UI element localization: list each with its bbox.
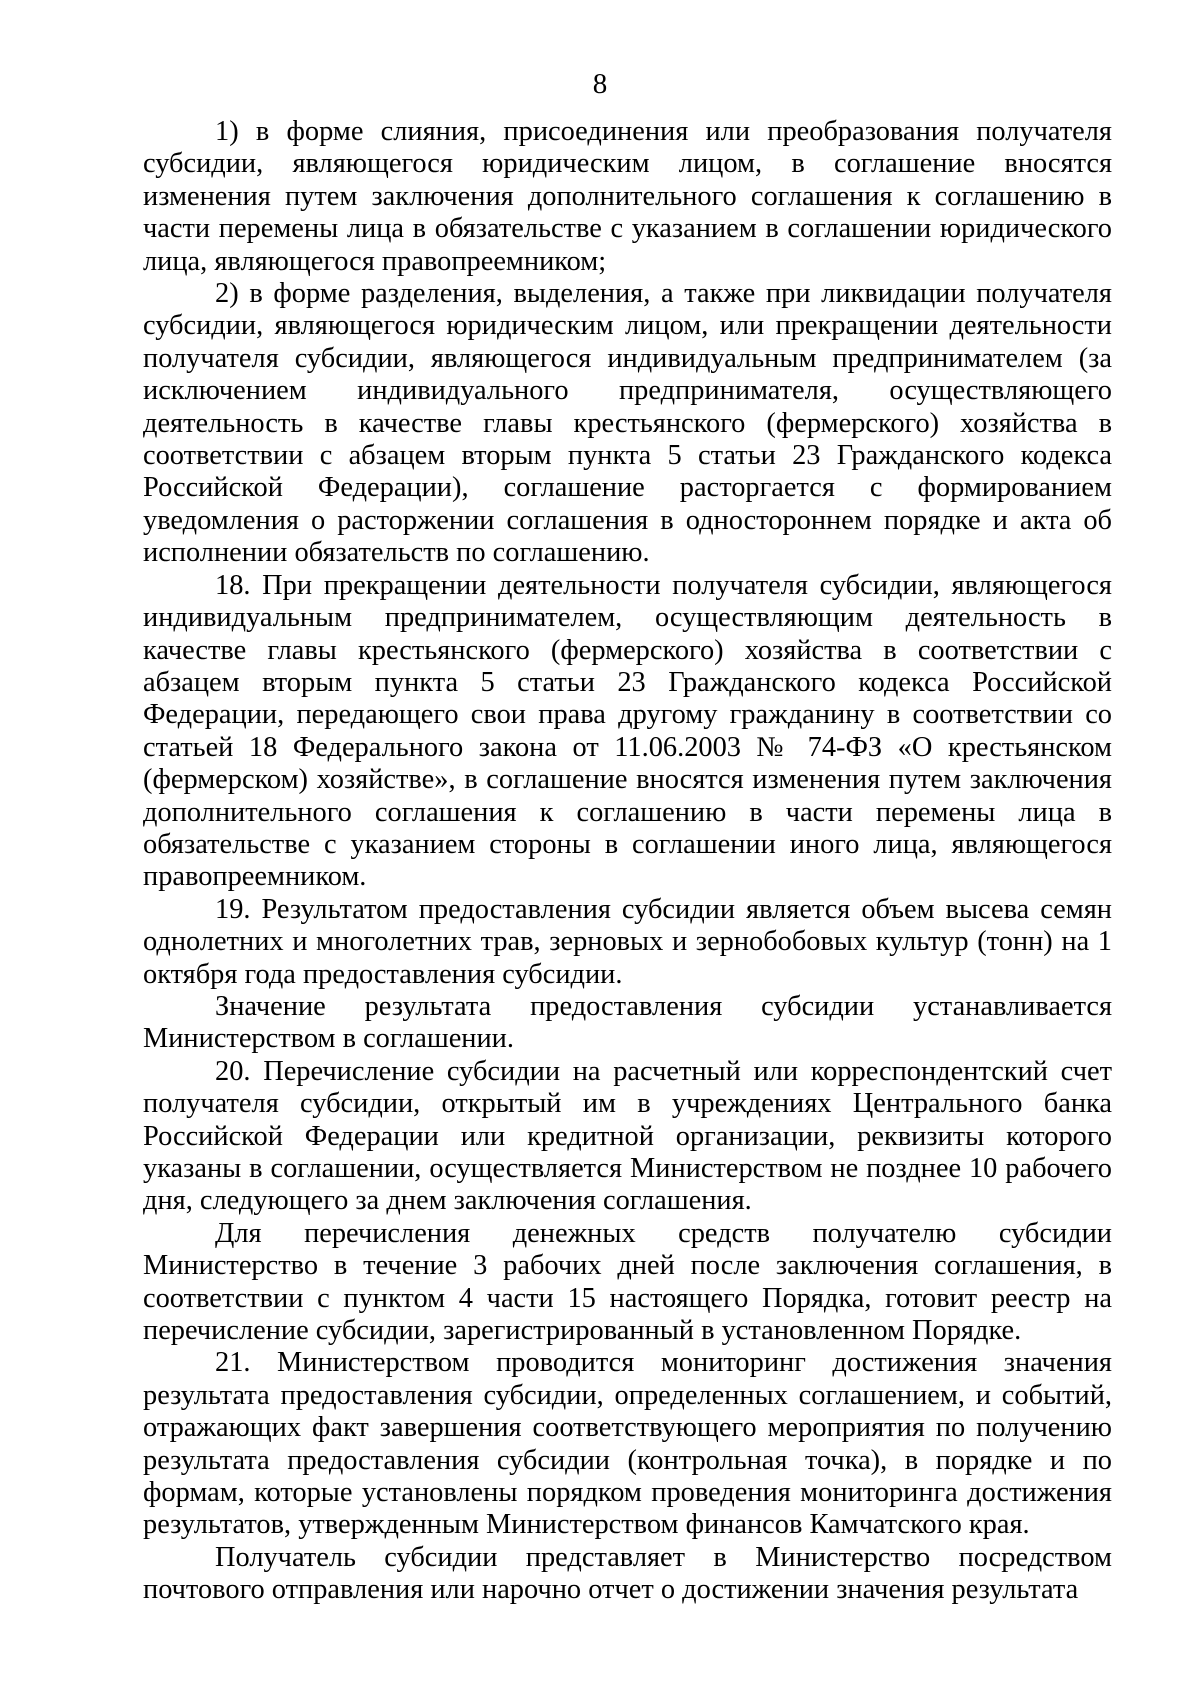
document-body bbox=[143, 116, 1112, 1607]
paragraph-item-18: 18. При прекращении деятельности получателя субсидии, являющегося индивидуальным предпринимателем, осуществляющим деятельность в качестве главы крестьянского (фермерского) хозяйства в соответствии с абзацем вторым пункта 5 статьи 23 Гражданского кодекса Российской Федерации, передающего свои права другому гражданину в соответствии со статьей 18 Федерального закона от 11.06.2003 № 74-ФЗ «О крестьянском (фермерском) хозяйстве», в соглашение вносятся изменения путем заключения дополнительного соглашения к соглашению в части перемены лица в обязательстве с указанием стороны в соглашении иного лица, являющегося правопреемником. bbox=[143, 569, 1112, 893]
paragraph-report-submission: Получатель субсидии представляет в Министерство посредством почтового отправления или нарочно отчет о достижении значения результата bbox=[143, 1541, 1112, 1606]
paragraph-item-20: 20. Перечисление субсидии на расчетный или корреспондентский счет получателя субсидии, открытый им в учреждениях Центрального банка Российской Федерации или кредитной организации, реквизиты которого указаны в соглашении, осуществляется Министерством не позднее 10 рабочего дня, следующего за днем заключения соглашения. bbox=[143, 1055, 1112, 1217]
paragraph-item-19: 19. Результатом предоставления субсидии является объем высева семян однолетних и многолетних трав, зерновых и зернобобовых культур (тонн) на 1 октября года предоставления субсидии. bbox=[143, 893, 1112, 990]
paragraph-merger-form: 1) в форме слияния, присоединения или преобразования получателя субсидии, являющегося юридическим лицом, в соглашение вносятся изменения путем заключения дополнительного соглашения к соглашению в части перемены лица в обязательстве с указанием в соглашении юридического лица, являющегося правопреемником; bbox=[143, 116, 1112, 277]
paragraph-result-value: Значение результата предоставления субсидии устанавливается Министерством в соглашении. bbox=[143, 990, 1112, 1055]
page-number: 8 bbox=[592, 68, 608, 100]
paragraph-transfer-registry: Для перечисления денежных средств получателю субсидии Министерство в течение 3 рабочих дней после заключения соглашения, в соответствии с пунктом 4 части 15 настоящего Порядка, готовит реестр на перечисление субсидии, зарегистрированный в установленном Порядке. bbox=[143, 1217, 1112, 1347]
paragraph-item-21: 21. Министерством проводится мониторинг достижения значения результата предоставления субсидии, определенных соглашением, и событий, отражающих факт завершения соответствующего мероприятия по получению результата предоставления субсидии (контрольная точка), в порядке и по формам, которые установлены порядком проведения мониторинга достижения результатов, утвержденным Министерством финансов Камчатского края. bbox=[143, 1347, 1112, 1541]
paragraph-division-form: 2) в форме разделения, выделения, а также при ликвидации получателя субсидии, являющегося юридическим лицом, или прекращении деятельности получателя субсидии, являющегося индивидуальным предпринимателем (за исключением индивидуального предпринимателя, осуществляющего деятельность в качестве главы крестьянского (фермерского) хозяйства в соответствии с абзацем вторым пункта 5 статьи 23 Гражданского кодекса Российской Федерации), соглашение расторгается с формированием уведомления о расторжении соглашения в одностороннем порядке и акта об исполнении обязательств по соглашению. bbox=[143, 278, 1112, 569]
